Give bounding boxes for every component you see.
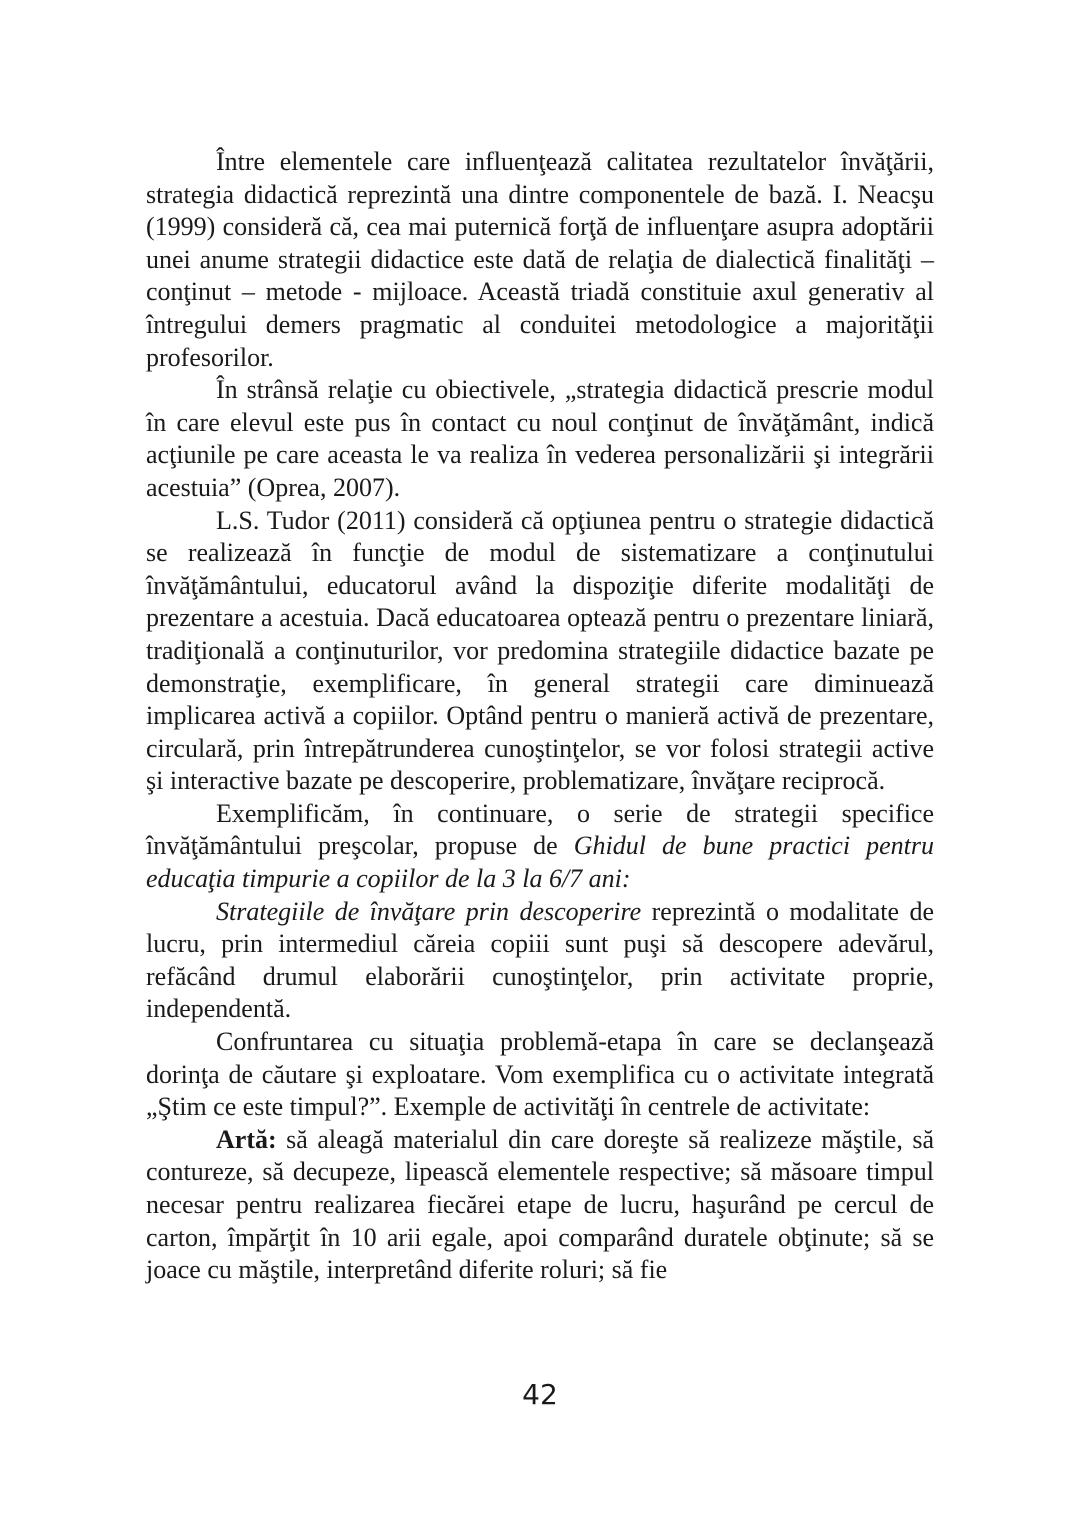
paragraph-2: În strânsă relaţie cu obiectivele, „strategia didactică prescrie modul în care elevul este pus în contact cu noul conţinut de învăţământ, indică acţiunile pe care aceasta le va realiza în vederea personalizării şi integrării acestuia” (Oprea, 2007).	[146, 375, 934, 502]
body-text	[146, 146, 934, 1287]
paragraph-4-lead: Exemplificăm, în continuare, o serie de strategii specifice învăţământului preşcolar, propuse de	[146, 798, 934, 861]
guide-title: Ghidul de bune practici pentru educaţia timpurie a copiilor de la 3 la 6/7 ani:	[146, 831, 934, 894]
page-number: 42	[522, 1378, 558, 1411]
paragraph-7	[146, 1124, 934, 1287]
paragraph-4	[146, 798, 934, 896]
art-label: Artă:	[216, 1124, 277, 1154]
paragraph-3: L.S. Tudor (2011) consideră că opţiunea pentru o strategie didactică se realizează în funcţie de modul de sistematizare a conţinutului învăţământului, educatorul având la dispoziţie diferite modalităţi de prezentare a acestuia. Dacă educatoarea optează pentru o prezentare liniară, tradiţională a conţinuturilor, vor predomina strategiile didactice bazate pe demonstraţie, exemplificare, în general strategii care diminuează implicarea activă a copiilor. Optând pentru o manieră activă de prezentare, circulară, prin întrepătrunderea cunoştinţelor, se vor folosi strategii active şi interactive bazate pe descoperire, problematizare, învăţare reciprocă.	[146, 505, 934, 796]
strategy-term: Strategiile de învăţare prin descoperire	[216, 896, 642, 926]
paragraph-5-rest: reprezintă o modalitate de lucru, prin intermediul căreia copiii sunt puşi să descopere adevărul, refăcând drumul elaborării cunoştinţelor, prin activitate proprie, independentă.	[146, 896, 935, 1024]
paragraph-5	[146, 896, 934, 1026]
paragraph-1: Între elementele care influenţează calitatea rezultatelor învăţării, strategia didactică reprezintă una dintre componentele de bază. I. Neacşu (1999) consideră că, cea mai puternică forţă de influenţare asupra adoptării unei anume strategii didactice este dată de relaţia de dialectică finalităţi – conţinut – metode - mijloace. Această triadă constituie axul generativ al întregului demers pragmatic al conduitei metodologice a majorităţii profesorilor.	[146, 147, 934, 372]
paragraph-7-rest: să aleagă materialul din care doreşte să realizeze măştile, să contureze, să decupeze, lipească elementele respective; să măsoare timpul necesar pentru realizarea fiecărei etape de lucru, haşurând pe cercul de carton, împărţit în 10 arii egale, apoi comparând duratele obţinute; să se joace cu măştile, interpretând diferite roluri; să fie	[146, 1124, 934, 1285]
paragraph-6: Confruntarea cu situaţia problemă-etapa în care se declanşează dorinţa de căutare şi exploatare. Vom exemplifica cu o activitate integrată „Ştim ce este timpul?”. Exemple de activităţi în centrele de activitate:	[146, 1027, 934, 1122]
